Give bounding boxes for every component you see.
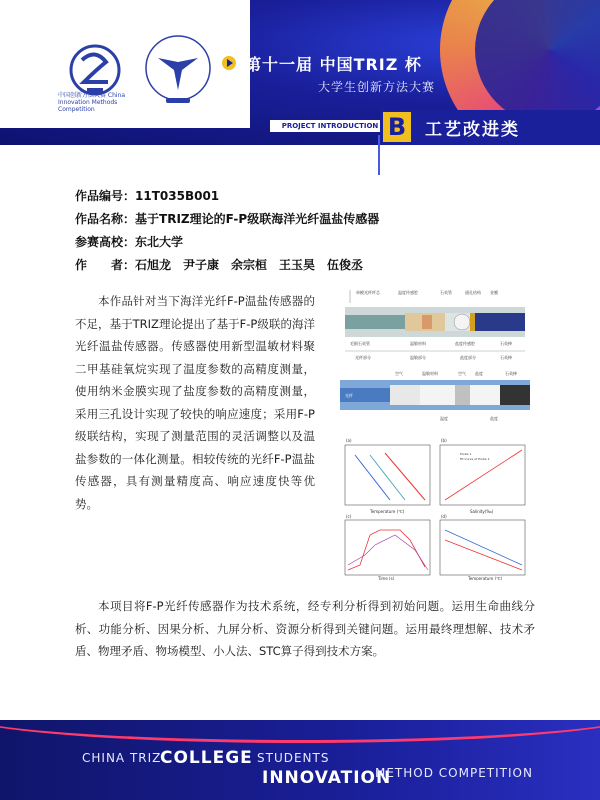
mid-label-6: 石英棒	[505, 371, 517, 376]
competition-subtitle: 大学生创新方法大赛	[318, 80, 436, 94]
footer-word-innovation: INNOVATION	[262, 768, 392, 788]
chart-b-legend-2: Fit Curve of Probe 1	[460, 457, 490, 461]
category-name: 工艺改进类	[425, 120, 520, 140]
cimc-logo-text: 中国创新方法大赛 China Innovation Methods Competition	[58, 92, 126, 113]
work-name-value: 基于TRIZ理论的F-P级联海洋光纤温盐传感器	[135, 212, 380, 226]
description-paragraph-2: 本项目将F-P光纤传感器作为技术系统，经专利分析得到初始问题。运用生命曲线分析、功能分析、因果分析、九屏分析、资源分析得到关键问题。运用最终理想解、技术矛盾、物理矛盾、物场模型、小人法、STC算子得到技术方案。	[75, 599, 535, 658]
mid-label-8: 盐度	[490, 416, 498, 421]
chart-b-label: (b)	[441, 438, 447, 443]
school-row	[75, 233, 183, 250]
work-number-label: 作品编号：	[75, 189, 136, 203]
category-divider	[378, 135, 380, 175]
work-name-row	[75, 210, 379, 227]
bottom-label-1: 毛细石英管	[350, 341, 370, 346]
mid-label-1: 光纤	[345, 393, 353, 398]
chart-c-xlabel: Time (s)	[378, 576, 395, 580]
chart-b-legend-1: Probe 1	[460, 452, 472, 456]
light-path-diagram	[340, 370, 530, 421]
project-introduction-label: PROJECT INTRODUCTION	[270, 120, 390, 132]
chart-d-label: (d)	[441, 514, 447, 519]
work-number-row	[75, 187, 219, 204]
chart-c	[345, 514, 430, 580]
authors-row	[75, 256, 363, 273]
mid-label-2: 空气	[395, 371, 403, 376]
top-label-2: 温度传感腔	[398, 290, 418, 295]
sensor-structure-diagram	[345, 289, 525, 360]
chart-c-label: (c)	[346, 514, 352, 519]
school-label: 参赛高校：	[75, 235, 136, 249]
sensor-figure	[340, 285, 530, 580]
top-label-3: 石英管	[440, 290, 452, 295]
section-label-2: 温敏部分	[410, 355, 426, 360]
top-label-1: 单模光纤纤芯	[356, 290, 380, 295]
bottom-label-4: 石英棒	[500, 341, 512, 346]
work-name-label: 作品名称：	[75, 212, 136, 226]
competition-title: 第十一届 中国TRIZ 杯	[245, 55, 422, 74]
section-label-1: 光纤部分	[355, 355, 371, 360]
chart-d-xlabel: Temperature (℃)	[468, 576, 503, 580]
chart-d	[440, 514, 525, 580]
mid-label-4: 空气	[458, 371, 466, 376]
bottom-label-2: 温敏材料	[410, 341, 426, 346]
authors-value: 石旭龙 尹子康 余宗桓 王玉昊 伍俊丞	[135, 258, 364, 272]
section-label-3: 盐度部分	[460, 355, 476, 360]
mid-label-3: 温敏材料	[422, 371, 438, 376]
play-icon	[222, 56, 236, 70]
chart-a	[345, 438, 430, 514]
footer-word-students: STUDENTS	[257, 751, 330, 765]
work-number-value: 11T035B001	[135, 189, 220, 203]
footer-word-china-triz: CHINA TRIZ	[82, 751, 162, 765]
mid-label-7: 温度	[440, 416, 448, 421]
description-paragraph-1: 本作品针对当下海洋光纤F-P温盐传感器的不足，基于TRIZ理论提出了基于F-P级联的海洋光纤温盐传感器。传感器使用新型温敏材料聚二甲基硅氧烷实现了温度参数的高精度测量，使用纳米金膜实现了盐度参数的高精度测量，采用三孔设计实现了较快的响应速度；采用F-P级联结构，实现了测量范围的灵活调整以及温盐参数的一体化测量。相较传统的光纤F-P温盐传感器，具有测量精度高、响应速度快等优势。	[75, 294, 315, 511]
category-letter: B	[383, 112, 411, 142]
authors-label: 作 者：	[75, 258, 136, 272]
bottom-label-3: 盐度传感腔	[455, 341, 475, 346]
chart-b-xlabel: Salinity(‰)	[470, 509, 494, 514]
mid-label-5: 盐度	[475, 371, 483, 376]
school-value: 东北大学	[135, 235, 184, 249]
section-label-4: 石英棒	[500, 355, 512, 360]
chart-a-label: (a)	[346, 438, 352, 443]
top-label-5: 金膜	[490, 290, 498, 295]
footer-word-college: COLLEGE	[160, 748, 253, 768]
footer-word-method-competition: METHOD COMPETITION	[375, 766, 533, 780]
triz-competition-logo-icon	[138, 30, 218, 110]
top-label-4: 通孔结构	[465, 290, 481, 295]
chart-b	[440, 438, 525, 514]
footer-swoosh	[0, 720, 600, 743]
chart-a-xlabel: Temperature (℃)	[370, 509, 405, 514]
